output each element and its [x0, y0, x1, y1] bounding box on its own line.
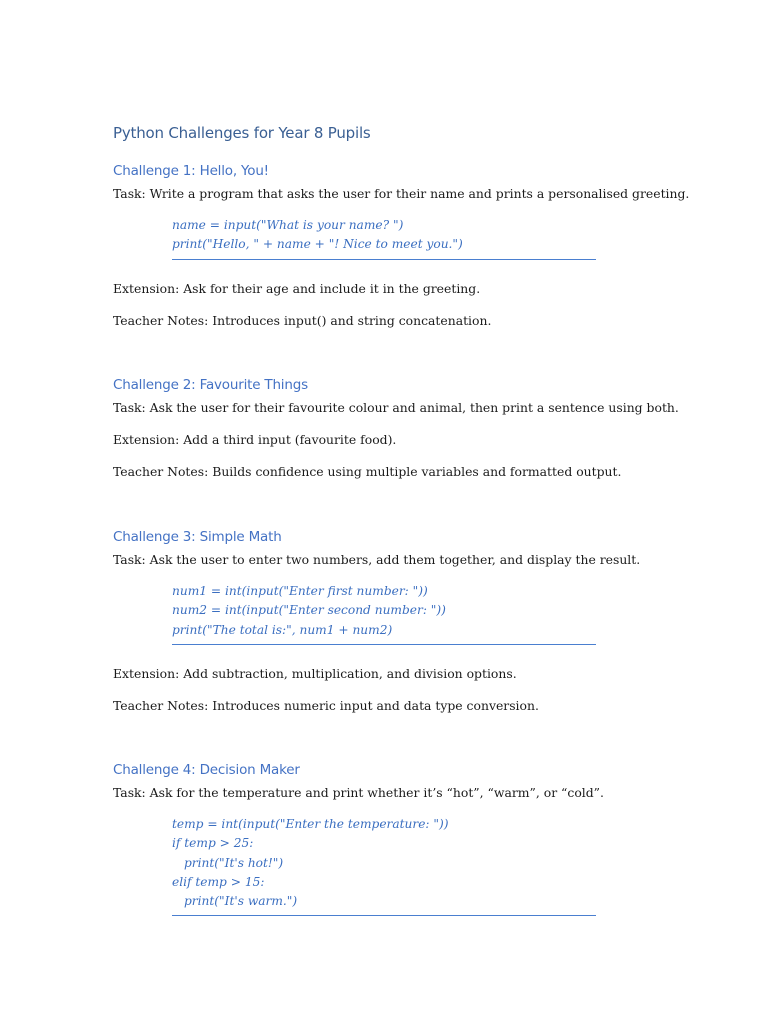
code-line: elif temp > 15:: [172, 874, 265, 889]
challenge-3-teacher-notes: Teacher Notes: Introduces numeric input and data type conversion.: [113, 698, 539, 713]
challenge-4-task: Task: Ask for the temperature and print whether it’s “hot”, “warm”, or “cold”.: [113, 785, 604, 800]
challenge-1-extension: Extension: Ask for their age and include it in the greeting.: [113, 281, 481, 296]
challenge-1-teacher-notes: Teacher Notes: Introduces input() and string concatenation.: [113, 313, 492, 328]
challenge-3-task: Task: Ask the user to enter two numbers, add them together, and display the result.: [113, 552, 641, 567]
code-line: num2 = int(input("Enter second number: ")): [172, 603, 446, 618]
challenge-1-task: Task: Write a program that asks the user for their name and prints a personalised greeting.: [113, 186, 690, 201]
challenge-2-extension: Extension: Add a third input (favourite food).: [113, 432, 397, 447]
challenge-3-code-block: [172, 582, 596, 645]
code-line: num1 = int(input("Enter first number: ")): [172, 584, 428, 598]
code-line: name = input("What is your name? "): [172, 218, 404, 232]
challenge-2-teacher-notes: Teacher Notes: Builds confidence using multiple variables and formatted output.: [113, 464, 622, 479]
challenge-1-heading: Challenge 1: Hello, You!: [113, 163, 269, 179]
challenge-4-code-block: [172, 815, 596, 916]
challenge-2-task: Task: Ask the user for their favourite colour and animal, then print a sentence using both.: [113, 400, 679, 415]
challenge-4-heading: Challenge 4: Decision Maker: [113, 762, 300, 778]
code-line: print("It's warm."): [184, 894, 298, 909]
code-line: temp = int(input("Enter the temperature: ")): [172, 817, 449, 831]
code-line: print("Hello, " + name + "! Nice to meet you."): [172, 237, 463, 252]
challenge-3-heading: Challenge 3: Simple Math: [113, 529, 282, 545]
challenge-1-code-block: [172, 216, 596, 260]
challenge-3-extension: Extension: Add subtraction, multiplication, and division options.: [113, 666, 517, 681]
challenge-2-heading: Challenge 2: Favourite Things: [113, 377, 308, 393]
document-title: Python Challenges for Year 8 Pupils: [113, 124, 371, 142]
code-line: if temp > 25:: [172, 836, 254, 851]
code-line: print("The total is:", num1 + num2): [172, 622, 393, 637]
code-line: print("It's hot!"): [184, 855, 284, 870]
